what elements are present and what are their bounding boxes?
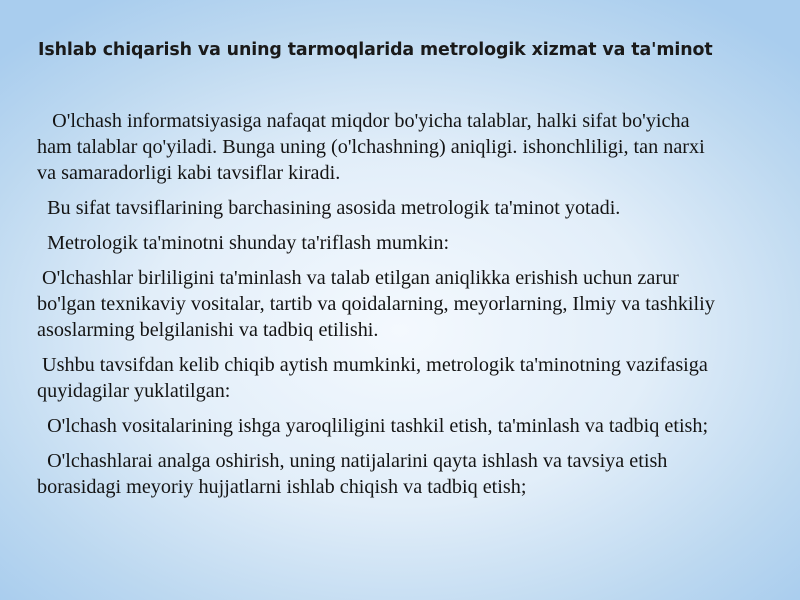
text-line: O'lchash informatsiyasiga nafaqat miqdor bo'yicha talablar, halki sifat bo'yicha xyxy=(37,110,690,132)
text-line: quyidagilar yuklatilgan: xyxy=(37,380,231,402)
text-line: O'lchashlar birliligini ta'minlash va talab etilgan aniqlikka erishish uchun zarur xyxy=(37,267,679,289)
text-line: ham talablar qo'yiladi. Bunga uning (o'lchashning) aniqligi. ishonchliligi, tan narxi xyxy=(37,136,705,158)
text-line: Bu sifat tavsiflarining barchasining asosida metrologik ta'minot yotadi. xyxy=(37,197,621,219)
text-line: va samaradorligi kabi tavsiflar kiradi. xyxy=(37,162,341,184)
paragraph xyxy=(37,265,787,343)
text-line: Metrologik ta'minotni shunday ta'riflash mumkin: xyxy=(37,232,450,254)
paragraph xyxy=(37,448,787,500)
paragraph xyxy=(37,413,787,439)
text-line: O'lchashlarai analga oshirish, uning natijalarini qayta ishlash va tavsiya etish xyxy=(37,450,668,472)
paragraph xyxy=(37,108,787,186)
text-line: asoslarming belgilanishi va tadbiq etilishi. xyxy=(37,319,379,341)
paragraph xyxy=(37,230,787,256)
paragraph xyxy=(37,195,787,221)
text-line: borasidagi meyoriy hujjatlarni ishlab chiqish va tadbiq etish; xyxy=(37,476,527,498)
slide-body xyxy=(37,108,787,509)
slide-title: Ishlab chiqarish va uning tarmoqlarida metrologik xizmat va ta'minot xyxy=(38,40,713,60)
text-line: Ushbu tavsifdan kelib chiqib aytish mumkinki, metrologik ta'minotning vazifasiga xyxy=(37,354,708,376)
text-line: bo'lgan texnikaviy vositalar, tartib va qoidalarning, meyorlarning, Ilmiy va tashkiliy xyxy=(37,293,715,315)
paragraph xyxy=(37,352,787,404)
text-line: O'lchash vositalarining ishga yaroqliligini tashkil etish, ta'minlash va tadbiq etish; xyxy=(37,415,709,437)
